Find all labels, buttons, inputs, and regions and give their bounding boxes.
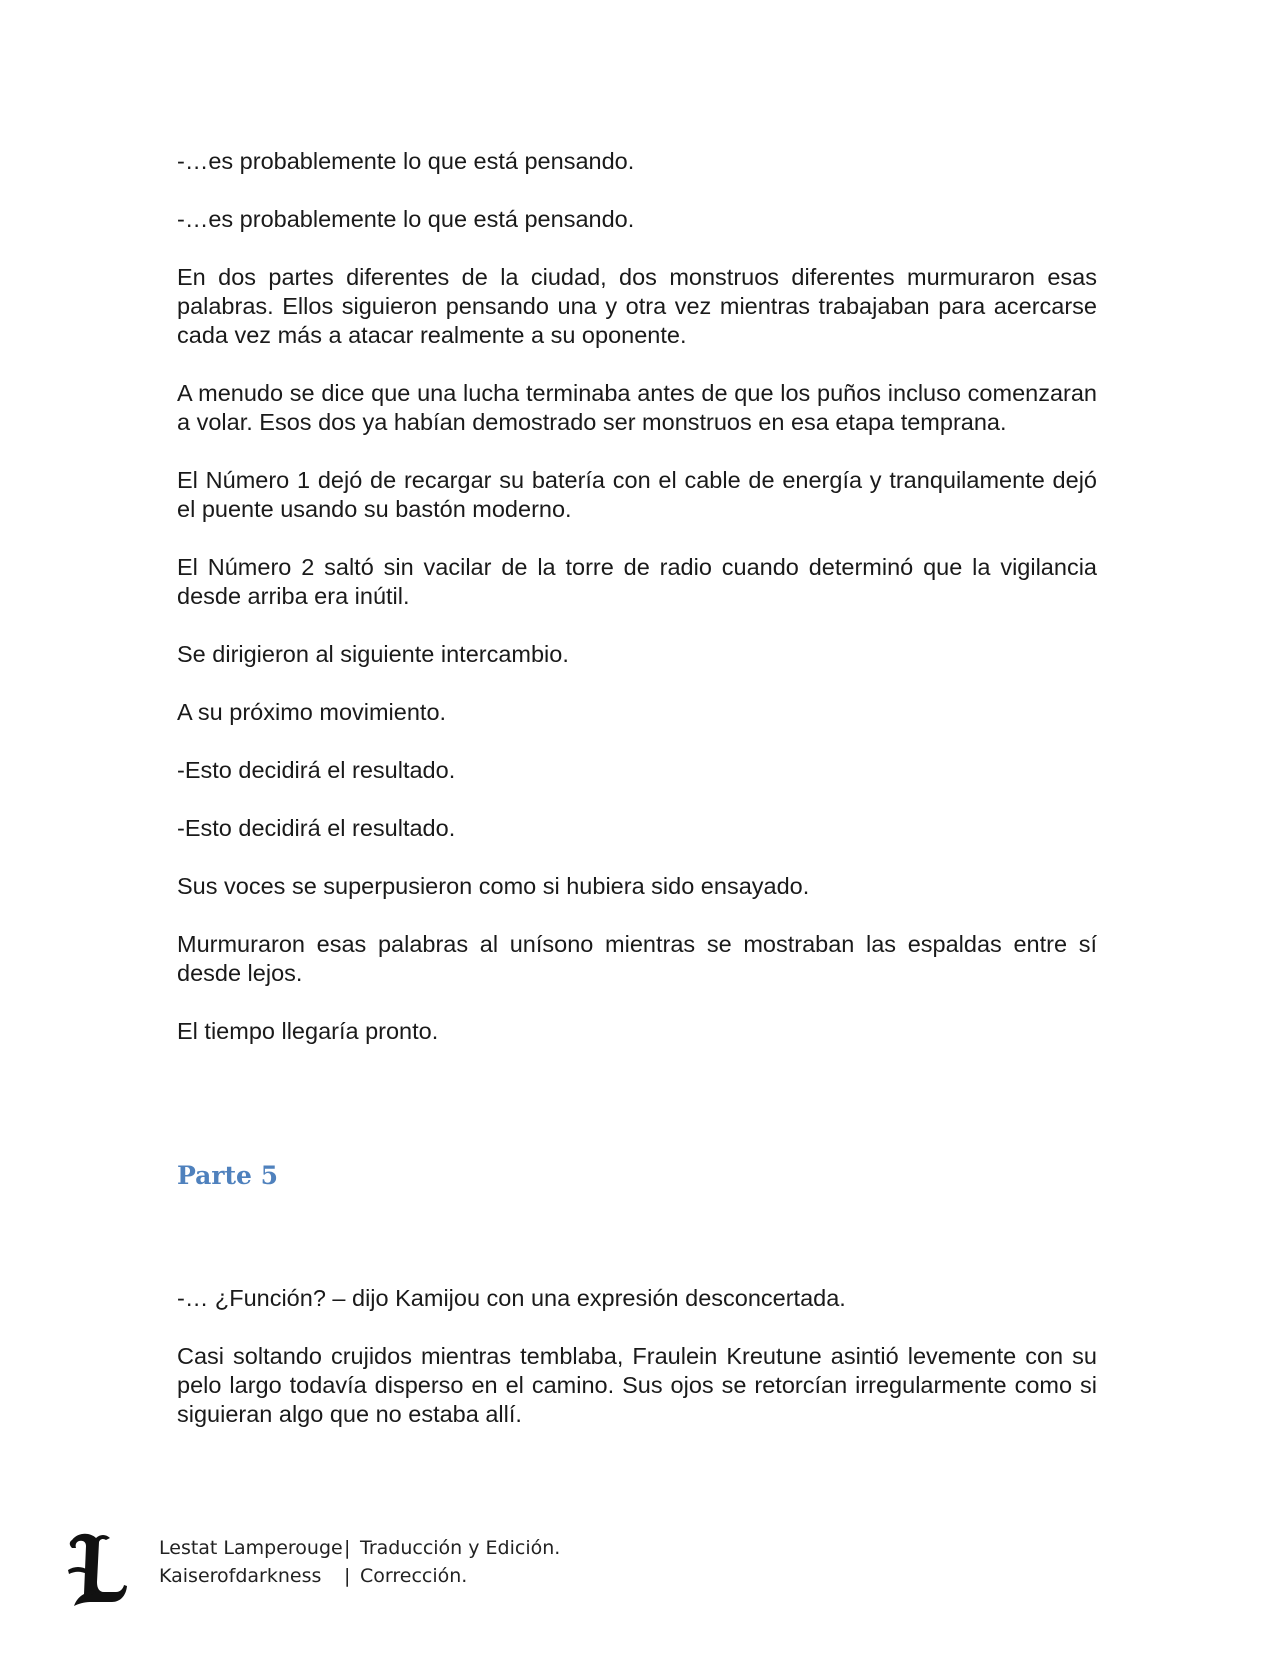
paragraph: Casi soltando crujidos mientras temblaba, Fraulein Kreutune asintió levemente con su pelo largo todavía disperso en el camino. Sus ojos se retorcían irregularmente como si siguieran algo que no estaba allí.	[177, 1343, 1097, 1427]
paragraph: En dos partes diferentes de la ciudad, dos monstruos diferentes murmuraron esas palabras. Ellos siguieron pensando una y otra vez mientras trabajaban para acercarse cada vez más a atacar realmente a su oponente.	[177, 264, 1097, 348]
section-heading: Parte 5	[177, 1161, 279, 1190]
section-body-text	[177, 1284, 1097, 1458]
credit-role: Corrección.	[360, 1565, 468, 1587]
paragraph: -…es probablemente lo que está pensando.	[177, 148, 635, 174]
paragraph: -…es probablemente lo que está pensando.	[177, 206, 635, 232]
paragraph: A menudo se dice que una lucha terminaba antes de que los puños incluso comenzaran a volar. Esos dos ya habían demostrado ser monstruos en esa etapa temprana.	[177, 380, 1097, 435]
paragraph: El tiempo llegaría pronto.	[177, 1018, 439, 1044]
paragraph: Se dirigieron al siguiente intercambio.	[177, 641, 569, 667]
credit-name: Lestat Lamperouge	[159, 1537, 343, 1559]
paragraph: A su próximo movimiento.	[177, 699, 447, 725]
paragraph: Sus voces se superpusieron como si hubiera sido ensayado.	[177, 873, 810, 899]
footer-credits	[159, 1534, 560, 1590]
paragraph: -Esto decidirá el resultado.	[177, 815, 456, 841]
paragraph: El Número 1 dejó de recargar su batería con el cable de energía y tranquilamente dejó el puente usando su bastón moderno.	[177, 467, 1097, 522]
credit-separator: |	[344, 1537, 351, 1559]
credit-row	[159, 1534, 560, 1562]
credit-separator: |	[344, 1565, 351, 1587]
credit-name: Kaiserofdarkness	[159, 1565, 322, 1587]
paragraph: -Esto decidirá el resultado.	[177, 757, 456, 783]
paragraph: -… ¿Función? – dijo Kamijou con una expresión desconcertada.	[177, 1285, 846, 1311]
body-text	[177, 147, 1097, 1075]
credit-row	[159, 1562, 560, 1590]
paragraph: Murmuraron esas palabras al unísono mientras se mostraban las espaldas entre sí desde lejos.	[177, 931, 1097, 986]
paragraph: El Número 2 saltó sin vacilar de la torre de radio cuando determinó que la vigilancia desde arriba era inútil.	[177, 554, 1097, 609]
credit-role: Traducción y Edición.	[360, 1537, 561, 1559]
gothic-letter-l-logo-icon	[66, 1530, 128, 1606]
